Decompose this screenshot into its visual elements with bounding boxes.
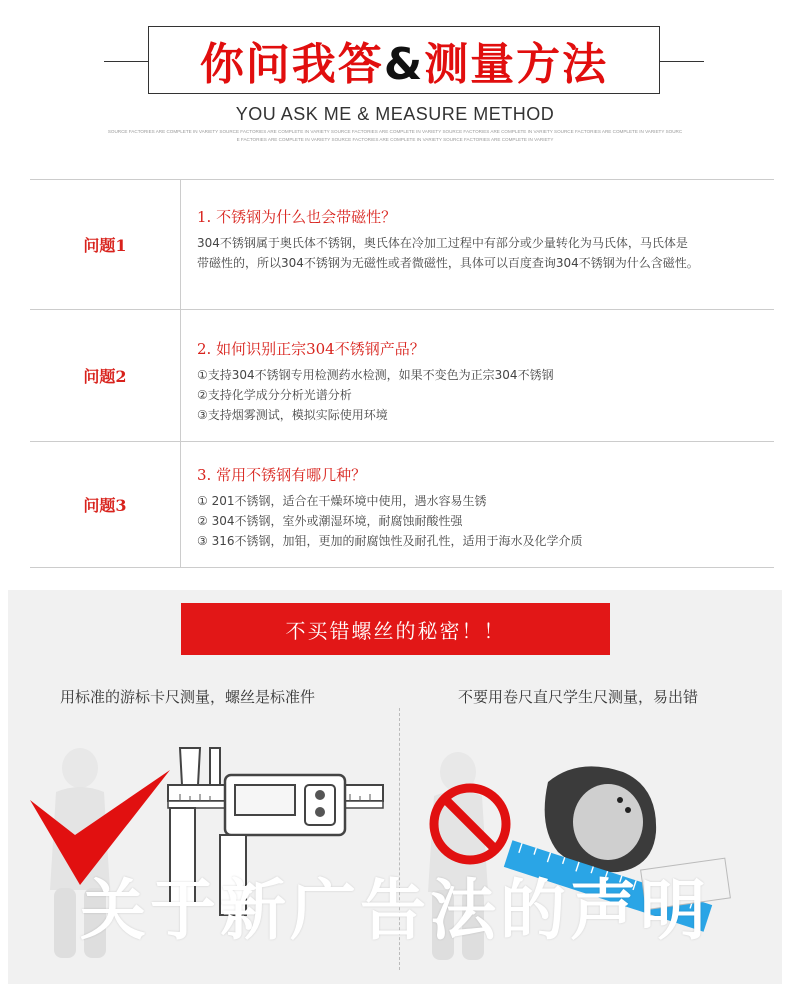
right-caption: 不要用卷尺直尺学生尺测量，易出错 — [458, 688, 699, 706]
title-amp: & — [383, 39, 425, 90]
faq-answer-3-1: ① 201不锈钢，适合在干燥环境中使用，遇水容易生锈 — [197, 494, 487, 508]
page-title — [200, 28, 608, 92]
secret-banner: 不买错螺丝的秘密！！ — [181, 603, 610, 655]
faq-question-1: 1. 不锈钢为什么也会带磁性？ — [197, 208, 397, 226]
fine-print-1: SOURCE FACTORIES ARE COMPLETE IN VARIETY SOURCE FACTORIES ARE COMPLETE IN VARIETY SOURCE FACTORIES ARE COMPLETE IN VARIETY SOURCE FACTORIES ARE COMPLETE IN VARIETY SOURCE FACTORIES ARE COMPLETE IN VARIETY SOURC — [107, 129, 683, 134]
fine-print-2: E FACTORIES ARE COMPLETE IN VARIETY SOURCE FACTORIES ARE COMPLETE IN VARIETY SOURCE FACTORIES ARE COMPLETE IN VARIETY — [236, 137, 554, 142]
ad-law-overlay: 关于新广告法的声明 — [80, 872, 710, 949]
faq-answer-3-3: ③ 316不锈钢，加钼，更加的耐腐蚀性及耐孔性，适用于海水及化学介质 — [197, 534, 583, 548]
faq-label-2: 问题2 — [30, 310, 181, 441]
faq-answer-3-2: ② 304不锈钢，室外或潮湿环境，耐腐蚀耐酸性强 — [197, 514, 463, 528]
title-line-right — [660, 61, 704, 62]
faq-answer-2-1: ①支持304不锈钢专用检测药水检测，如果不变色为正宗304不锈钢 — [197, 368, 554, 382]
faq-body-2 — [181, 310, 774, 441]
faq-row-1 — [30, 180, 774, 310]
faq-answer-2-2: ②支持化学成分分析光谱分析 — [197, 388, 352, 402]
faq-answer-1-2: 带磁性的，所以304不锈钢为无磁性或者微磁性，具体可以百度查询304不锈钢为什么含磁性。 — [197, 256, 699, 270]
title-tail: 测量方法 — [424, 39, 609, 90]
faq-body-1 — [181, 180, 774, 309]
faq-answer-2-3: ③支持烟雾测试，模拟实际使用环境 — [197, 408, 388, 422]
faq-answer-1-1: 304不锈钢属于奥氏体不锈钢，奥氏体在冷加工过程中有部分或少量转化为马氏体，马氏体是 — [197, 236, 688, 250]
faq-body-3 — [181, 442, 774, 567]
left-caption: 用标准的游标卡尺测量，螺丝是标准件 — [60, 688, 316, 706]
faq-label-3: 问题3 — [30, 442, 181, 567]
faq-row-2 — [30, 310, 774, 442]
faq-table — [30, 179, 774, 568]
title-box — [148, 26, 660, 94]
faq-row-3 — [30, 442, 774, 568]
faq-label-1: 问题1 — [30, 180, 181, 309]
faq-question-2: 2. 如何识别正宗304不锈钢产品？ — [197, 340, 425, 358]
page-subtitle: YOU ASK ME & MEASURE METHOD — [235, 104, 555, 124]
title-line-left — [104, 61, 148, 62]
faq-question-3: 3. 常用不锈钢有哪几种？ — [197, 466, 367, 484]
title-main: 你问我答 — [199, 39, 384, 90]
